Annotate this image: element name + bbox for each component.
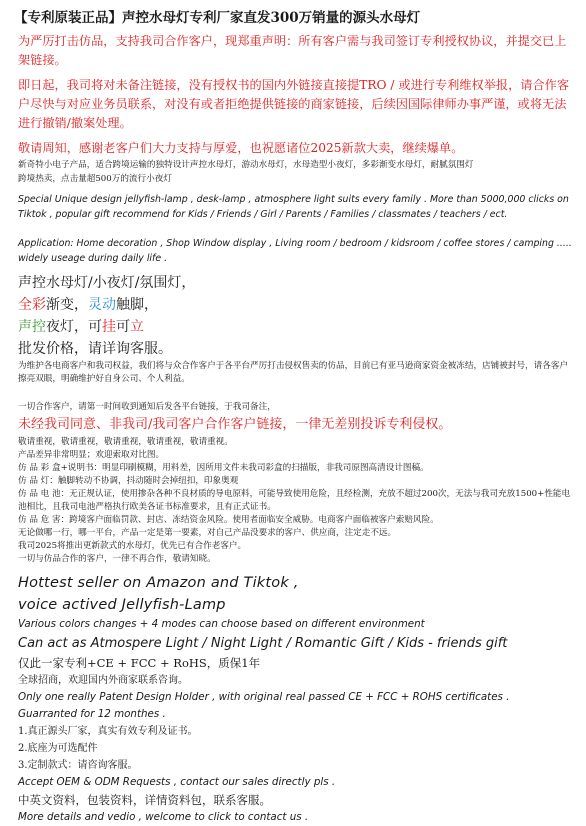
notice-list [18, 436, 576, 566]
oem-odm: Accept OEM & ODM Requests , contact our sales directly pls . [18, 776, 336, 788]
point-1: 1.真正源头厂家，真实有效专利及证书。 [18, 726, 198, 737]
page-title: 【专利原装正品】声控水母灯专利厂家直发300万销量的源头水母灯 [14, 10, 421, 26]
special-description: Special Unique design jellyfish-lamp , desk-lamp , atmosphere light suits every family . More than 5000,000 clicks on Tiktok , popular gift recommend for Kids / Friends / Girl / Parents / Families / classmates / teachers / ect. [18, 194, 569, 220]
warranty: Guarranted for 12 monthes . [18, 708, 166, 720]
intro-cn: 新奇特小电子产品，适合跨境运输的独特设计声控水母灯，游动水母灯，水母造型小夜灯，多彩渐变水母灯，耐腻氛围灯 [18, 160, 474, 170]
list-item: 一切与仿品合作的客户，一律不再合作，敬请知晓。 [18, 554, 216, 564]
intro-cn-2: 跨境热卖，点击量超500万的流行小夜灯 [18, 174, 172, 184]
application-description: Application: Home decoration , Shop Window display , Living room / bedroom / kidsroom / coffee stores / camping ..... widely useage during daily life . [18, 238, 572, 264]
uses: Can act as Atmospere Light / Night Light / Romantic Gift / Kids - friends gift [18, 636, 508, 651]
feature-fullcolor: 全彩 [18, 297, 46, 313]
feature-voice: 声控 [18, 319, 46, 335]
feature-hang: 挂 [102, 319, 116, 335]
feature-line-1: 声控水母灯/小夜灯/氛围灯， [18, 275, 196, 291]
materials-cn: 中英文资料，包装资料，详情资料包，联系客服。 [18, 793, 271, 807]
protect-statement: 为维护各电商客户和我司权益，我们将与众合作客户于各平台严厉打击侵权售卖的仿品，目前已有亚马逊商家资金被冻结，店铺被封号，请各客户擦亮双眼，明确维护好自身公司、个人利益。 [18, 361, 569, 384]
point-2: 2.底座为可选配件 [18, 743, 98, 754]
infringement-warning: 未经我司同意、非我司/我司客户合作客户链接，一律无差别投诉专利侵权。 [18, 417, 452, 432]
notice-tro: 即日起，我司将对未备注链接，没有授权书的国内外链接直接提TRO / 或进行专利维权举报，请合作客户尽快与对应业务员联系，对没有或者拒绝提供链接的商家链接，后续因国际律师办事严谨，或将无法进行撤销/撤案处理。 [18, 78, 570, 130]
point-3: 3.定制款式：请咨询客服。 [18, 760, 138, 771]
notice-declaration: 为严厉打击仿品，支持我司合作客户，现郑重声明：所有客户需与我司签订专利授权协议，并提交已上架链接。 [18, 34, 567, 67]
list-item: 仿 品 危 害：跨境客户面临罚款、封店、冻结资金风险。使用者面临安全威胁。电商客户面临被客户索赔风险。 [18, 515, 439, 525]
list-item: 产品差异非常明显；欢迎索取对比图。 [18, 450, 165, 460]
product-name: voice actived Jellyfish-Lamp [18, 597, 226, 613]
all-customers-notice: 一切合作客户，请第一时间收到通知后发各平台链接，于我司备注， [18, 402, 276, 412]
patent-en: Only one really Patent Design Holder , with original real passed CE + FCC + ROHS certificates . [18, 691, 510, 703]
feature-lively: 灵动 [88, 297, 116, 313]
colors-modes: Various colors changes + 4 modes can choose based on different environment [18, 618, 425, 630]
notice-thanks: 敬请周知，感谢老客户们大力支持与厚爱，也祝愿诸位2025新款大卖，继续爆单。 [18, 141, 464, 155]
feature-stand: 立 [130, 319, 144, 335]
list-item: 仿 品 彩 盒+说明书：明显印刷模糊，用料差，因所用文件未我司彩盒的扫描版，非我司原图高清设计图稿。 [18, 463, 429, 473]
list-item: 仿 品 电 池：无正规认证，使用掺杂各种不良材质的导电原料，可能导致使用危险，且经检测，充放不超过200次，无法与我司充放1500+性能电池相比，且我司电池严格执行欧美各证书标准要求，且有正式证书。 [18, 489, 571, 512]
contact-us: More details and vedio , welcome to click to contact us . [18, 811, 309, 823]
list-item: 无论做哪一行，哪一平台，产品一定是第一要素，对自己产品没要求的客户、供应商，注定走不远。 [18, 528, 397, 538]
global-invite: 全球招商，欢迎国内外商家联系咨询。 [18, 675, 188, 686]
patent-cn: 仅此一家专利+CE + FCC + RoHS，质保1年 [18, 656, 261, 670]
list-item: 仿 品 灯：触脚转动不协调，抖动随时会掉纽扣，印象奥观 [18, 476, 239, 486]
list-item: 我司2025将推出更新款式的水母灯，优先已有合作老客户。 [18, 541, 247, 551]
list-item: 敬请重视，敬请重视，敬请重视，敬请重视，敬请重视。 [18, 437, 233, 447]
hottest-seller: Hottest seller on Amazon and Tiktok , [18, 575, 299, 591]
feature-line-4: 批发价格，请详询客服。 [18, 341, 172, 357]
feature-line-2: 全彩渐变，灵动触脚， [18, 297, 158, 313]
feature-line-3: 声控夜灯，可挂可立 [18, 319, 144, 335]
